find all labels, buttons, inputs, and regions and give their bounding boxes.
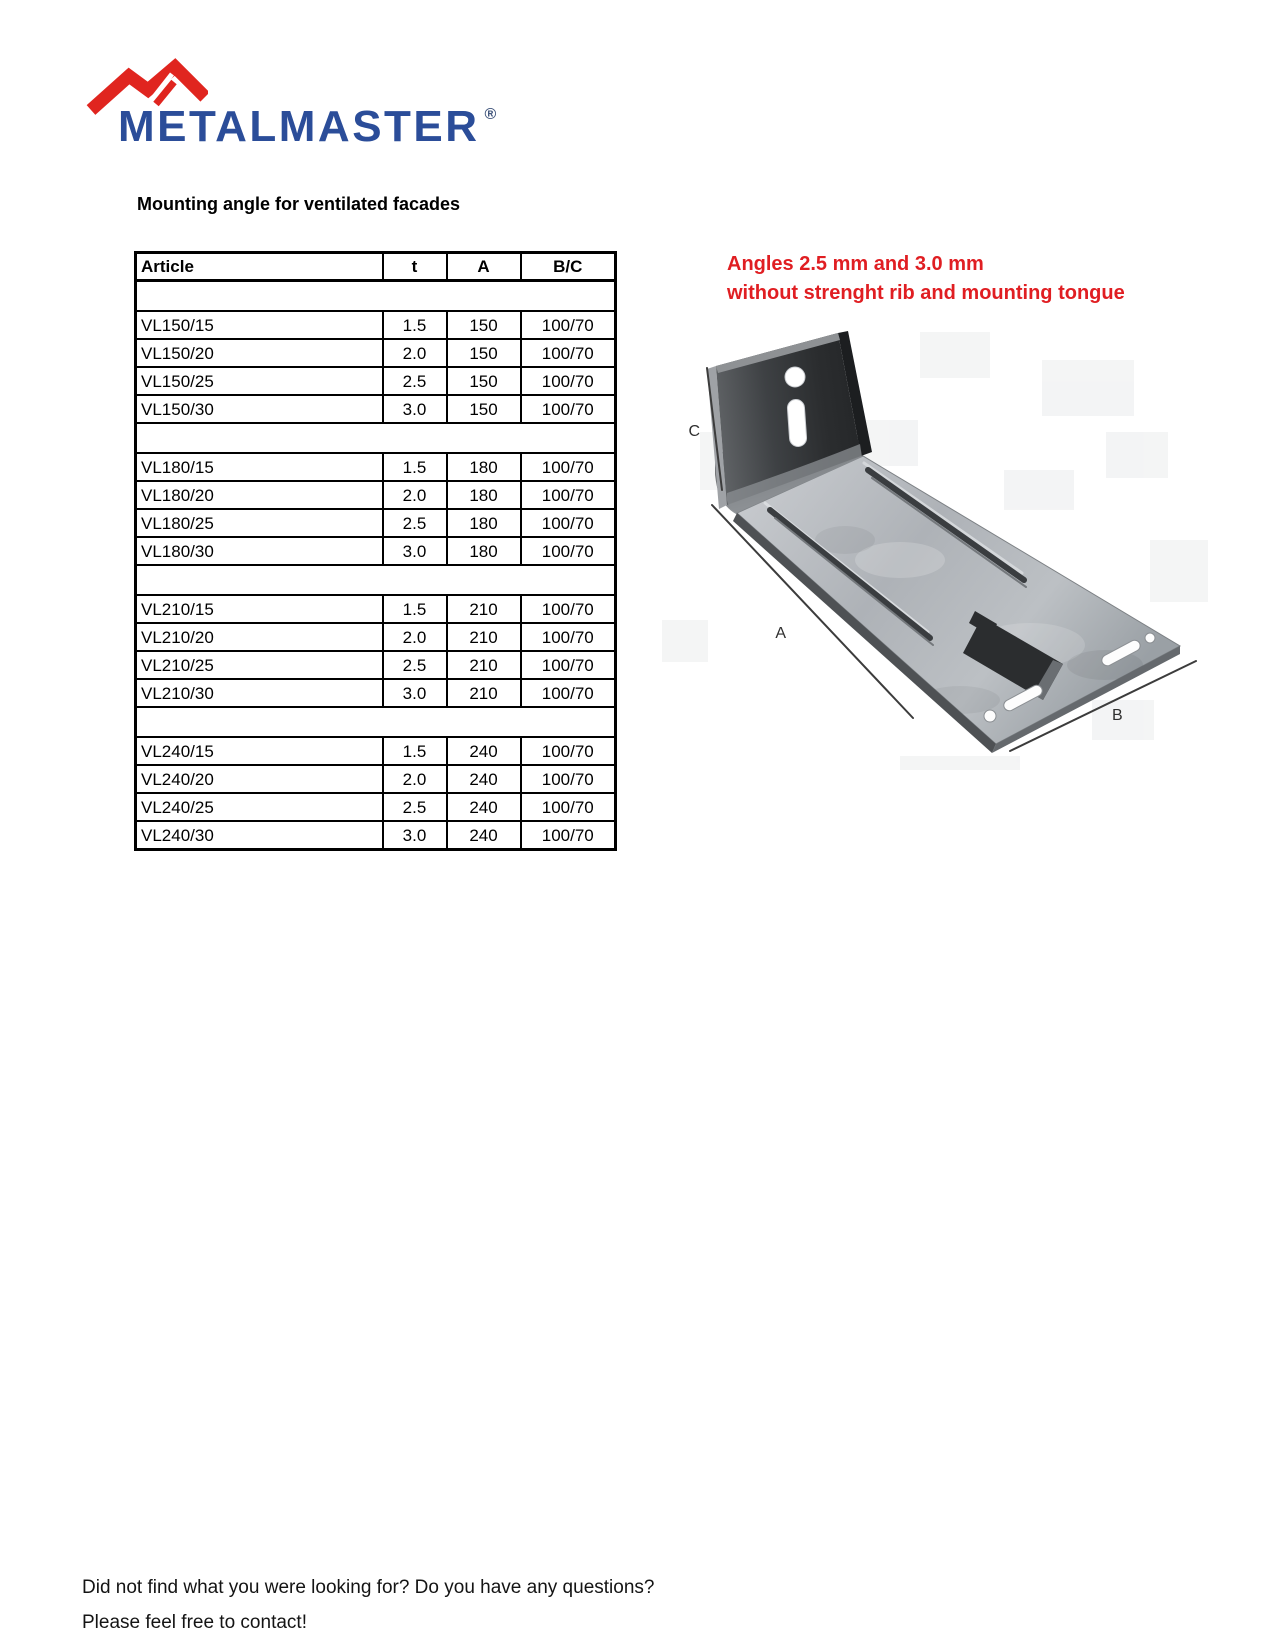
- a-cell: 240: [447, 737, 521, 765]
- logo-brand-text: [118, 102, 497, 160]
- table-row: [136, 623, 616, 651]
- a-cell: 180: [447, 537, 521, 565]
- bc-cell: 100/70: [521, 395, 616, 423]
- table-row: [136, 311, 616, 339]
- a-cell: 210: [447, 595, 521, 623]
- footer-line1: Did not find what you were looking for? Do you have any questions?: [82, 1577, 655, 1598]
- table-row: [136, 793, 616, 821]
- t-cell: 2.5: [383, 793, 447, 821]
- spec-table-body: [136, 253, 616, 850]
- table-row: [136, 537, 616, 565]
- table-row: [136, 453, 616, 481]
- table-header-row: [136, 253, 616, 281]
- t-cell: 2.5: [383, 651, 447, 679]
- dim-label-b: B: [1112, 707, 1123, 724]
- t-cell: 1.5: [383, 595, 447, 623]
- bc-cell: 100/70: [521, 537, 616, 565]
- bc-cell: 100/70: [521, 595, 616, 623]
- bc-cell: 100/70: [521, 453, 616, 481]
- spacer-cell: [136, 423, 616, 453]
- bc-cell: 100/70: [521, 765, 616, 793]
- article-cell: VL240/15: [136, 737, 383, 765]
- table-row: [136, 339, 616, 367]
- dim-label-a: A: [775, 625, 786, 642]
- article-cell: VL180/30: [136, 537, 383, 565]
- table-row: [136, 737, 616, 765]
- flange-round-hole: [785, 367, 805, 387]
- spacer-cell: [136, 565, 616, 595]
- t-cell: 2.0: [383, 765, 447, 793]
- t-cell: 2.0: [383, 481, 447, 509]
- spec-table: [134, 251, 617, 851]
- metalmaster-logo: [88, 56, 528, 151]
- table-row: [136, 821, 616, 850]
- a-cell: 240: [447, 793, 521, 821]
- article-cell: VL240/30: [136, 821, 383, 850]
- brand-word: METALMASTER: [118, 102, 480, 151]
- bc-cell: 100/70: [521, 821, 616, 850]
- article-cell: VL150/25: [136, 367, 383, 395]
- table-row: [136, 679, 616, 707]
- bc-cell: 100/70: [521, 481, 616, 509]
- article-cell: VL210/15: [136, 595, 383, 623]
- table-row: [136, 509, 616, 537]
- article-cell: VL240/25: [136, 793, 383, 821]
- t-cell: 1.5: [383, 311, 447, 339]
- t-cell: 3.0: [383, 537, 447, 565]
- header-article: Article: [136, 253, 383, 281]
- a-cell: 180: [447, 481, 521, 509]
- dim-label-c: C: [688, 423, 700, 440]
- footer-line2: Please feel free to contact!: [82, 1612, 307, 1633]
- header-a: A: [447, 253, 521, 281]
- bc-cell: 100/70: [521, 793, 616, 821]
- registered-trademark: ®: [484, 106, 497, 123]
- article-cell: VL240/20: [136, 765, 383, 793]
- bc-cell: 100/70: [521, 367, 616, 395]
- article-cell: VL180/15: [136, 453, 383, 481]
- a-cell: 210: [447, 623, 521, 651]
- t-cell: 3.0: [383, 395, 447, 423]
- article-cell: VL180/20: [136, 481, 383, 509]
- bc-cell: 100/70: [521, 651, 616, 679]
- page-title: Mounting angle for ventilated facades: [137, 194, 461, 214]
- flange-slot-hole: [787, 399, 807, 447]
- a-cell: 210: [447, 679, 521, 707]
- spacer-cell: [136, 707, 616, 737]
- table-row: [136, 651, 616, 679]
- bc-cell: 100/70: [521, 679, 616, 707]
- a-cell: 180: [447, 509, 521, 537]
- bc-cell: 100/70: [521, 737, 616, 765]
- table-row: [136, 395, 616, 423]
- bc-cell: 100/70: [521, 623, 616, 651]
- table-row: [136, 367, 616, 395]
- a-cell: 150: [447, 395, 521, 423]
- bc-cell: 100/70: [521, 339, 616, 367]
- t-cell: 3.0: [383, 821, 447, 850]
- article-cell: VL150/15: [136, 311, 383, 339]
- spacer-row: [136, 565, 616, 595]
- t-cell: 2.5: [383, 509, 447, 537]
- a-cell: 150: [447, 339, 521, 367]
- note-line1: Angles 2.5 mm and 3.0 mm: [727, 253, 984, 275]
- spacer-cell: [136, 281, 616, 312]
- spacer-row: [136, 707, 616, 737]
- t-cell: 2.0: [383, 623, 447, 651]
- header-t: t: [383, 253, 447, 281]
- bc-cell: 100/70: [521, 509, 616, 537]
- t-cell: 2.5: [383, 367, 447, 395]
- article-cell: VL180/25: [136, 509, 383, 537]
- spacer-row: [136, 423, 616, 453]
- a-cell: 150: [447, 311, 521, 339]
- article-cell: VL210/20: [136, 623, 383, 651]
- table-row: [136, 481, 616, 509]
- header-bc: B/C: [521, 253, 616, 281]
- t-cell: 1.5: [383, 737, 447, 765]
- product-photo: [635, 300, 1225, 770]
- t-cell: 2.0: [383, 339, 447, 367]
- t-cell: 1.5: [383, 453, 447, 481]
- table-row: [136, 765, 616, 793]
- a-cell: 210: [447, 651, 521, 679]
- article-cell: VL150/20: [136, 339, 383, 367]
- article-cell: VL210/30: [136, 679, 383, 707]
- a-cell: 180: [447, 453, 521, 481]
- t-cell: 3.0: [383, 679, 447, 707]
- article-cell: VL210/25: [136, 651, 383, 679]
- a-cell: 150: [447, 367, 521, 395]
- bc-cell: 100/70: [521, 311, 616, 339]
- note-line2: without strenght rib and mounting tongue: [727, 282, 1125, 304]
- footer-contact: [82, 1570, 654, 1640]
- spacer-row: [136, 281, 616, 312]
- table-row: [136, 595, 616, 623]
- a-cell: 240: [447, 821, 521, 850]
- a-cell: 240: [447, 765, 521, 793]
- article-cell: VL150/30: [136, 395, 383, 423]
